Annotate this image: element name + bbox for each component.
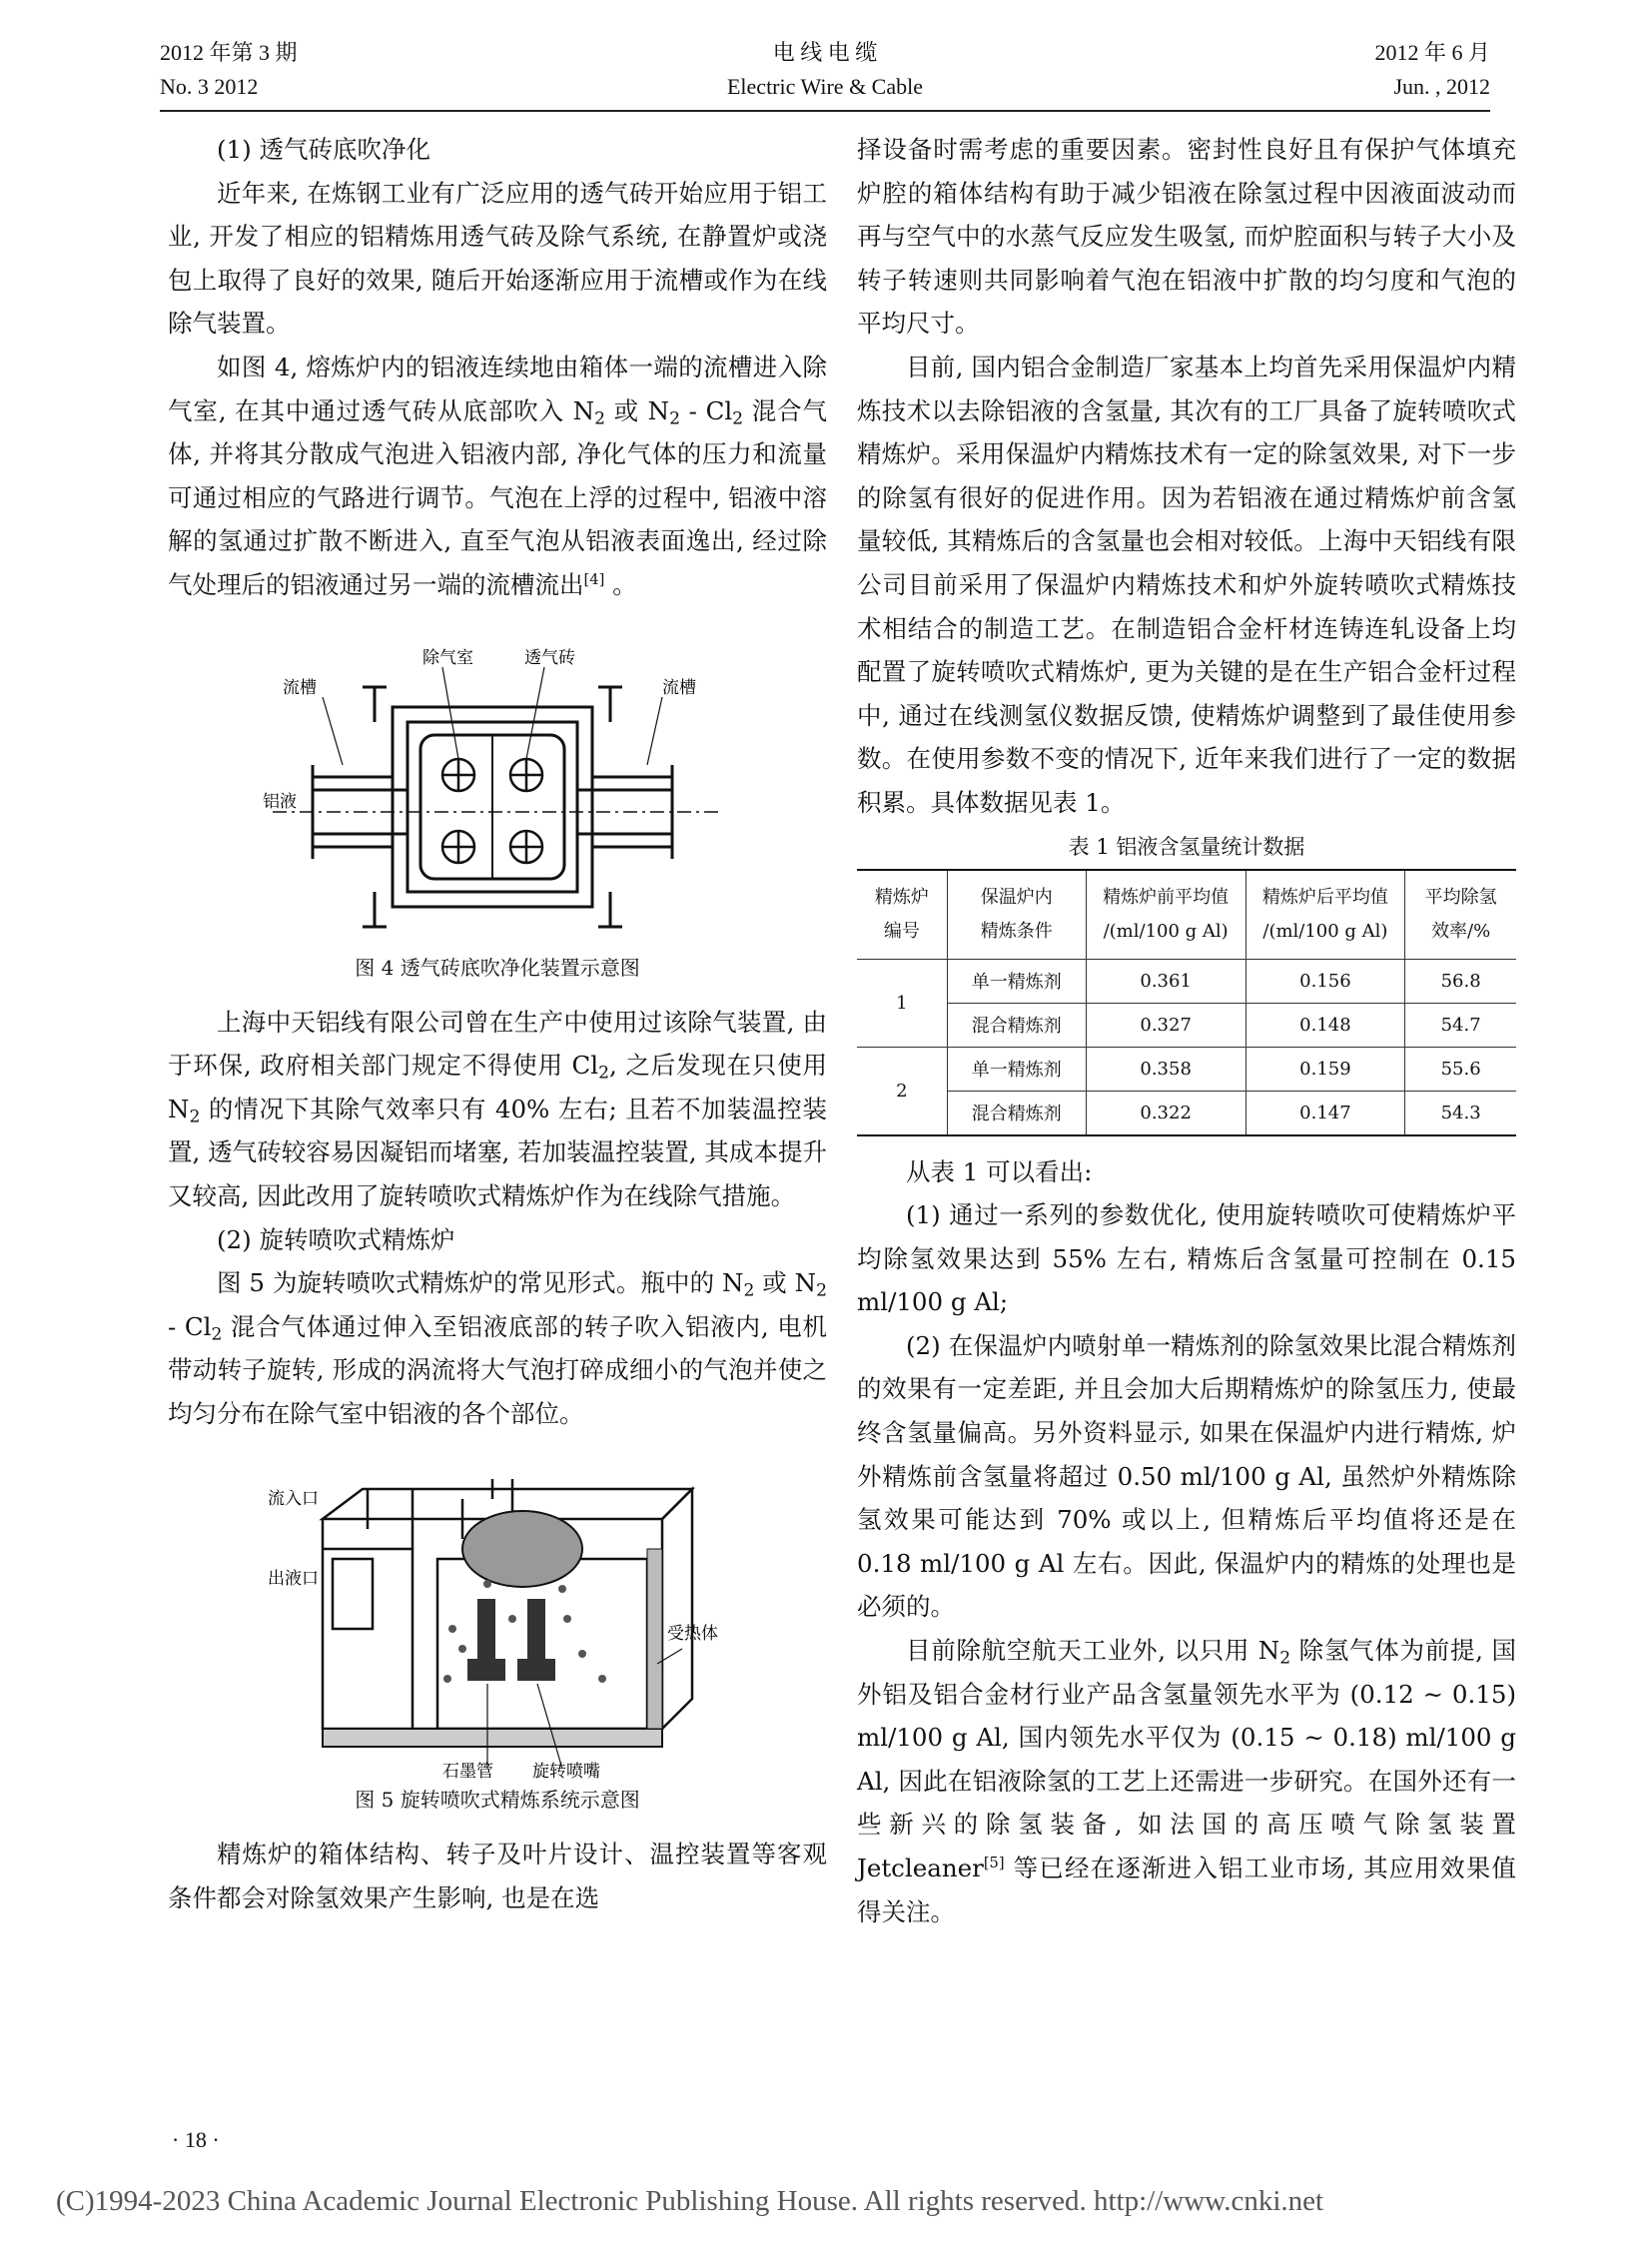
table-row xyxy=(857,1047,1516,1091)
efficiency: 54.7 xyxy=(1405,1003,1516,1047)
furnace-id: 2 xyxy=(857,1047,947,1135)
header-center xyxy=(160,36,1490,104)
journal-title-cn: 电 线 电 缆 xyxy=(772,40,878,65)
figure-4-diagram xyxy=(263,647,732,947)
header-rule xyxy=(160,110,1490,112)
paragraph: (1) 通过一系列的参数优化, 使用旋转喷吹可使精炼炉平均除氢效果达到 55% 左右, 精炼后含氢量可控制在 0.15 ml/100 g Al; xyxy=(857,1200,1516,1317)
before-value: 0.361 xyxy=(1086,959,1245,1003)
col-header: 精炼炉前平均值 /(ml/100 g Al) xyxy=(1086,870,1245,960)
issue-en: No. 3 2012 xyxy=(160,74,259,99)
col-header: 精炼炉后平均值 /(ml/100 g Al) xyxy=(1245,870,1405,960)
citation: [4] xyxy=(583,570,605,588)
fig4-label-trough-right: 流槽 xyxy=(662,677,696,698)
paragraph: 图 5 为旋转喷吹式精炼炉的常见形式。瓶中的 $N_2$ 或 $N_2 - Cl_2$ 混合气体通过伸入至铝液底部的转子吹入铝液内, 电机带动转子旋转, 形成的涡流将大气泡打碎成细小的气泡并使之均匀分布在除气室中铝液的各个部位。 xyxy=(168,1268,828,1428)
figure-4-caption: 图 4 透气砖底吹净化装置示意图 xyxy=(355,955,640,980)
left-column xyxy=(168,128,827,1920)
section-title-1: (1) 透气砖底吹净化 xyxy=(217,135,430,164)
col-header: 保温炉内 精炼条件 xyxy=(947,870,1086,960)
copyright-footer: (C)1994-2023 China Academic Journal Electronic Publishing House. All rights reserved. http://www.cnki.net xyxy=(56,2185,1324,2217)
journal-title-en: Electric Wire & Cable xyxy=(726,74,923,99)
fig5-label-inlet: 流入口 xyxy=(268,1489,319,1510)
header-right xyxy=(1374,36,1490,104)
table-row xyxy=(857,1003,1516,1047)
date-en: Jun. , 2012 xyxy=(1393,74,1490,99)
fig5-label-graphite: 石墨管 xyxy=(442,1762,493,1780)
paragraph: 目前除航空航天工业外, 以只用 $N_2$ 除氢气体为前提, 国外铝及铝合金材行业产品含氢量领先水平为 (0.12 ~ 0.15) ml/100 g Al, 国内领先水平仅为 (0.15 ~ 0.18) ml/100 g Al, 因此在铝液除氢的工艺上还需进一步研究。在国外还有一些新兴的除氢装备, 如法国的高压喷气除氢装置 Jetcleaner[5] 等已经在逐渐进入铝工业市场, 其应用效果值得关注。 xyxy=(857,1636,1516,1926)
condition: 单一精炼剂 xyxy=(947,959,1086,1003)
before-value: 0.358 xyxy=(1086,1047,1245,1091)
hydrogen-data-table xyxy=(857,869,1516,1136)
figure-5-caption: 图 5 旋转喷吹式精炼系统示意图 xyxy=(355,1788,640,1813)
page-header xyxy=(160,36,1490,106)
table-1-caption: 表 1 铝液含氢量统计数据 xyxy=(1068,834,1305,859)
paragraph: 择设备时需考虑的重要因素。密封性良好且有保护气体填充炉腔的箱体结构有助于减少铝液在除氢过程中因液面波动而再与空气中的水蒸气反应发生吸氢, 而炉腔面积与转子大小及转子转速则共同影响着气泡在铝液中扩散的均匀度和气泡的平均尺寸。 xyxy=(857,135,1516,339)
paragraph: (2) 在保温炉内喷射单一精炼剂的除氢效果比混合精炼剂的效果有一定差距, 并且会加大后期精炼炉的除氢压力, 使最终含氢量偏高。另外资料显示, 如果在保温炉内进行精炼, 炉外精炼前含氢量将超过 0.50 ml/100 g Al, 虽然炉外精炼除氢效果可能达到 70% 或以上, 但精炼后平均值将还是在 0.18 ml/100 g Al 左右。因此, 保温炉内的精炼的处理也是必须的。 xyxy=(857,1330,1516,1622)
date-cn: 2012 年 6 月 xyxy=(1374,40,1490,65)
efficiency: 55.6 xyxy=(1405,1047,1516,1091)
issue-cn: 2012 年第 3 期 xyxy=(160,40,298,65)
fig4-label-liquid: 铝液 xyxy=(263,791,297,812)
citation: [5] xyxy=(983,1854,1005,1871)
fig4-label-trough-left: 流槽 xyxy=(283,677,317,698)
efficiency: 54.3 xyxy=(1405,1091,1516,1135)
after-value: 0.148 xyxy=(1245,1003,1405,1047)
col-header: 精炼炉 编号 xyxy=(857,870,947,960)
efficiency: 56.8 xyxy=(1405,959,1516,1003)
fig4-label-brick: 透气砖 xyxy=(524,647,575,668)
table-row xyxy=(857,959,1516,1003)
col-header: 平均除氢 效率/% xyxy=(1405,870,1516,960)
before-value: 0.322 xyxy=(1086,1091,1245,1135)
paragraph: 近年来, 在炼钢工业有广泛应用的透气砖开始应用于铝工业, 开发了相应的铝精炼用透气砖及除气系统, 在静置炉或浇包上取得了良好的效果, 随后开始逐渐应用于流槽或作为在线除气装置。 xyxy=(168,178,827,339)
fig4-label-chamber: 除气室 xyxy=(422,647,473,668)
condition: 单一精炼剂 xyxy=(947,1047,1086,1091)
section-title-2: (2) 旋转喷吹式精炼炉 xyxy=(217,1224,455,1254)
after-value: 0.159 xyxy=(1245,1047,1405,1091)
fig5-label-outlet: 出液口 xyxy=(268,1569,319,1590)
paragraph: 目前, 国内铝合金制造厂家基本上均首先采用保温炉内精炼技术以去除铝液的含氢量, 其次有的工厂具备了旋转喷吹式精炼炉。采用保温炉内精炼技术有一定的除氢效果, 对下一步的除氢有很好的促进作用。因为若铝液在通过精炼炉前含氢量较低, 其精炼后的含氢量也会相对较低。上海中天铝线有限公司目前采用了保温炉内精炼技术和炉外旋转喷吹式精炼技术相结合的制造工艺。在制造铝合金杆材连铸连轧设备上均配置了旋转喷吹式精炼炉, 更为关键的是在生产铝合金杆过程中, 通过在线测氢仪数据反馈, 使精炼炉调整到了最佳使用参数。在使用参数不变的情况下, 近年来我们进行了一定的数据积累。具体数据见表 1。 xyxy=(857,352,1516,817)
after-value: 0.147 xyxy=(1245,1091,1405,1135)
paragraph: 如图 4, 熔炼炉内的铝液连续地由箱体一端的流槽进入除气室, 在其中通过透气砖从底部吹入 $N_2$ 或 $N_2 - Cl_2$ 混合气体, 并将其分散成气泡进入铝液内部, 净化气体的压力和流量可通过相应的气路进行调节。气泡在上浮的过程中, 铝液中溶解的氢通过扩散不断进入, 直至气泡从铝液表面逸出, 经过除气处理后的铝液通过另一端的流槽流出[4] 。 xyxy=(168,352,827,599)
figure-5-diagram xyxy=(263,1479,732,1779)
right-column xyxy=(857,128,1516,1933)
table-row xyxy=(857,1091,1516,1135)
after-value: 0.156 xyxy=(1245,959,1405,1003)
page-number: · 18 · xyxy=(172,2127,220,2152)
before-value: 0.327 xyxy=(1086,1003,1245,1047)
condition: 混合精炼剂 xyxy=(947,1091,1086,1135)
fig5-label-heater: 受热体 xyxy=(667,1624,718,1645)
fig5-label-nozzle: 旋转喷嘴 xyxy=(532,1762,600,1780)
paragraph: 上海中天铝线有限公司曾在生产中使用过该除气装置, 由于环保, 政府相关部门规定不得使用 $Cl_2$, 之后发现在只使用 $N_2$ 的情况下其除气效率只有 40% 左右; 且若不加装温控装置, 透气砖较容易因凝铝而堵塞, 若加装温控装置, 其成本提升又较高, 因此改用了旋转喷吹式精炼炉作为在线除气措施。 xyxy=(168,1007,827,1210)
condition: 混合精炼剂 xyxy=(947,1003,1086,1047)
paragraph: 从表 1 可以看出: xyxy=(906,1156,1093,1186)
paragraph: 精炼炉的箱体结构、转子及叶片设计、温控装置等客观条件都会对除氢效果产生影响, 也是在选 xyxy=(168,1840,827,1913)
furnace-id: 1 xyxy=(857,959,947,1047)
